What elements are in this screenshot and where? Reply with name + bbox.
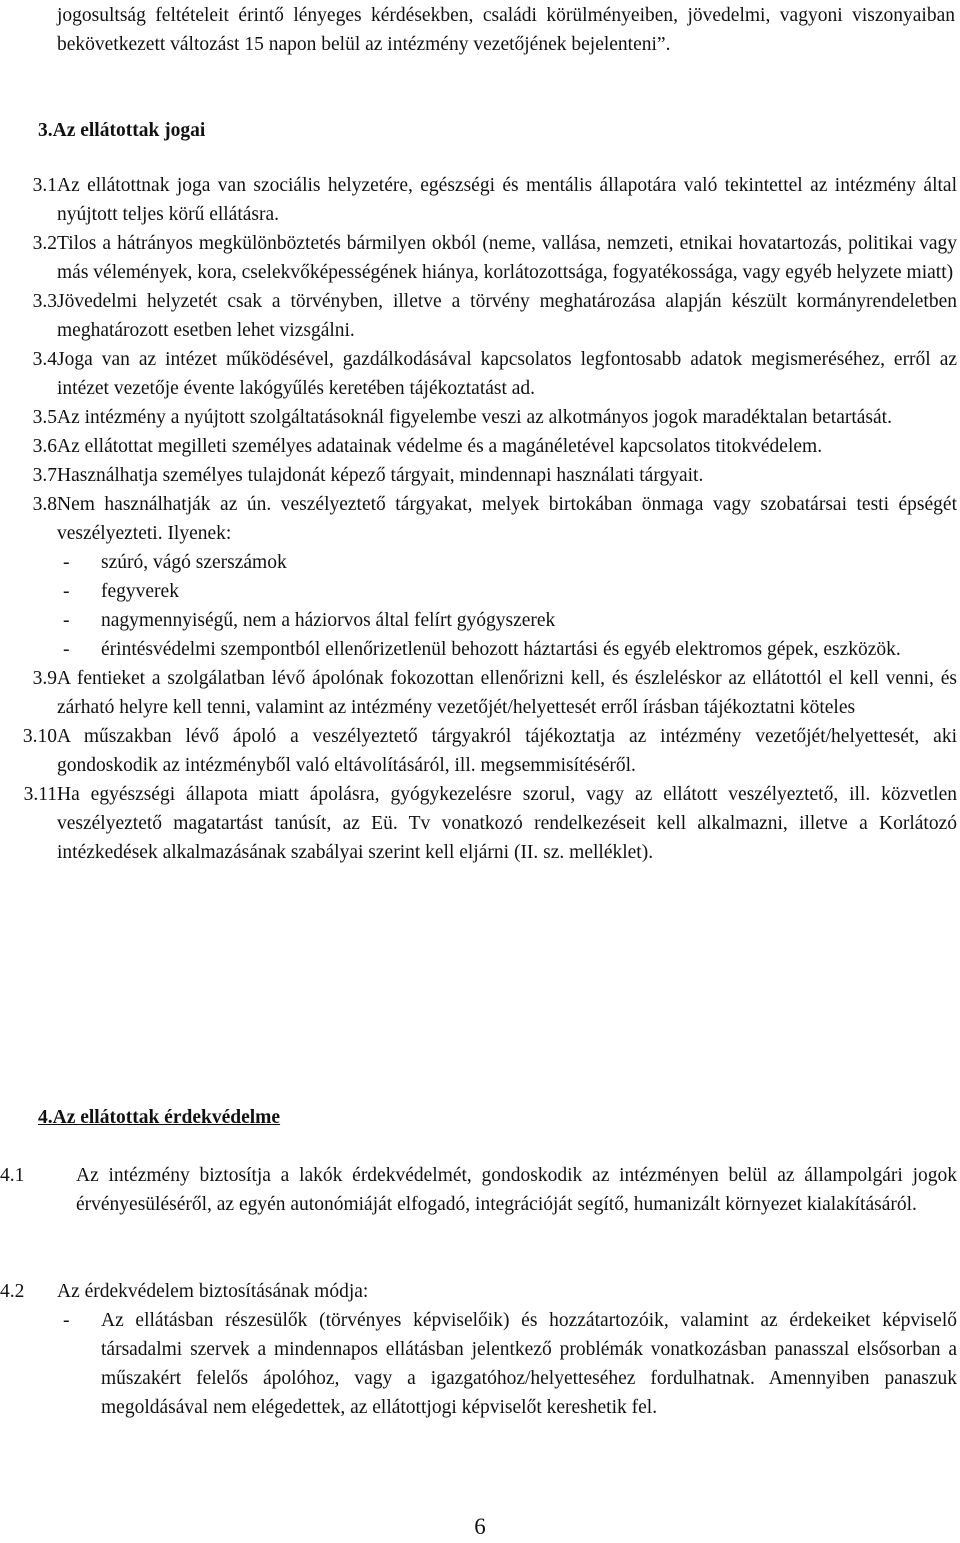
dash-text: nagymennyiségű, nem a háziorvos által felírt gyógyszerek (101, 610, 556, 631)
dash-item (57, 577, 957, 606)
list-item (0, 345, 957, 403)
item-text: Jövedelmi helyzetét csak a törvényben, illetve a törvény meghatározása alapján készült kormányrendeletben meghatározott esetben lehet vizsgálni. (57, 291, 957, 341)
list-item (0, 490, 957, 664)
section-4-heading: 4.Az ellátottak érdekvédelme (38, 1107, 281, 1128)
dash-bullet: - (63, 639, 70, 660)
list-item (0, 287, 957, 345)
item-text: Használhatja személyes tulajdonát képező tárgyait, mindennapi használati tárgyait. (57, 465, 704, 486)
dash-bullet: - (63, 581, 70, 602)
item-text (57, 490, 957, 664)
dash-item (57, 606, 957, 635)
item-text: Joga van az intézet működésével, gazdálkodásával kapcsolatos legfontosabb adatok megismeréséhez, erről az intézet vezetője évente lakógyűlés keretében tájékoztatást ad. (57, 349, 957, 399)
dash-text: fegyverek (101, 581, 179, 602)
item-number: 3.5 (32, 407, 57, 428)
item-text: Az ellátottnak joga van szociális helyzetére, egészségi és mentális állapotára való tekintettel az intézmény által nyújtott teljes körű ellátásra. (57, 175, 957, 225)
item-number: 3.2 (32, 233, 57, 254)
dash-text: Az ellátásban részesülők (törvényes képviselőik) és hozzátartozóik, valamint az érdekeiket képviselő társadalmi szervek a mindennapos ellátásban jelentkező problémák vonatkozásban panasszal elsősorban a műszakért felelős ápolóhoz, vagy a igazgatóhoz/helyetteséhez fordulhatnak. Amennyiben panaszuk megoldásával nem elégedettek, az ellátottjogi képviselőt kereshetik fel. (101, 1310, 957, 1418)
item-text: Tilos a hátrányos megkülönböztetés bármilyen okból (neme, vallása, nemzeti, etnikai hovatartozás, politikai vagy más vélemények, kora, cselekvőképességének hiánya, korlátozottsága, fogyatékossága, vagy egyéb helyzete miatt) (57, 233, 957, 283)
item-number: 3.8 (32, 494, 57, 515)
item-text: Az érdekvédelem biztosításának módja: (57, 1281, 369, 1302)
list-item (0, 1306, 957, 1422)
item-number: 3.7 (32, 465, 57, 486)
section-3-heading: 3.Az ellátottak jogai (38, 120, 206, 141)
section-4-2 (0, 1277, 957, 1422)
list-item (0, 722, 957, 780)
item-number: 3.11 (23, 784, 57, 805)
dash-text: szúró, vágó szerszámok (101, 552, 287, 573)
item-number: 3.1 (32, 175, 57, 196)
item-number: 3.10 (22, 726, 57, 747)
item-number: 4.1 (0, 1165, 25, 1186)
item-text: A műszakban lévő ápoló a veszélyeztető tárgyakról tájékoztatja az intézmény vezetőjét/helyettesét, aki gondoskodik az intézményből való eltávolításáról, ill. megsemmisítéséről. (57, 726, 957, 776)
item-number: 3.9 (32, 668, 57, 689)
dash-text: érintésvédelmi szempontból ellenőrizetlenül behozott háztartási és egyéb elektromos gépek, eszközök. (101, 639, 901, 660)
item-text: A fentieket a szolgálatban lévő ápolónak fokozottan ellenőrizni kell, és észleléskor az ellátottól el kell venni, és zárható helyre kell tenni, valamint az intézmény vezetőjét/helyettesét erről írásban tájékoztatni köteles (57, 668, 957, 718)
item-text: Az intézmény biztosítja a lakók érdekvédelmét, gondoskodik az intézményen belül az állampolgári jogok érvényesüléséről, az egyén autonómiáját elfogadó, integrációját segítő, humanizált környezet kialakításáról. (76, 1165, 957, 1215)
dash-item (57, 548, 957, 577)
list-item (0, 664, 957, 722)
dash-bullet: - (63, 1310, 70, 1331)
list-item (0, 432, 957, 461)
dash-item (57, 1306, 957, 1422)
section-3-list (0, 171, 957, 867)
item-text: Ha egyészségi állapota miatt ápolásra, gyógykezelésre szorul, vagy az ellátott veszélyeztető, ill. közvetlen veszélyeztető magatartást tanúsít, az Eü. Tv vonatkozó rendelkezéseit kell alkalmazni, illetve a Korlátozó intézkedések alkalmazásának szabályai szerint kell eljárni (II. sz. melléklet). (57, 784, 957, 863)
list-item (0, 780, 957, 867)
list-item (0, 229, 957, 287)
section-4-1 (0, 1161, 957, 1219)
list-item (0, 461, 957, 490)
item-text: Az intézmény a nyújtott szolgáltatásoknál figyelembe veszi az alkotmányos jogok maradéktalan betartását. (57, 407, 892, 428)
item-number: 3.3 (32, 291, 57, 312)
item-number: 3.6 (32, 436, 57, 457)
page-number: 6 (474, 1514, 486, 1539)
item-number: 4.2 (0, 1281, 25, 1302)
list-item (0, 1277, 957, 1306)
intro-paragraph: jogosultság feltételeit érintő lényeges kérdésekben, családi körülményeiben, jövedelmi, vagyoni viszonyaiban bekövetkezett változást 15 napon belül az intézmény vezetőjének bejelenteni”. (57, 5, 955, 55)
list-item (0, 171, 957, 229)
dash-bullet: - (63, 552, 70, 573)
dash-bullet: - (63, 610, 70, 631)
list-item (0, 403, 957, 432)
item-intro-text: Nem használhatják az ún. veszélyeztető tárgyakat, melyek birtokában önmaga vagy szobatársai testi épségét veszélyezteti. Ilyenek: (57, 494, 957, 544)
dash-item (57, 635, 957, 664)
item-text: Az ellátottat megilleti személyes adatainak védelme és a magánéletével kapcsolatos titokvédelem. (57, 436, 823, 457)
item-number: 3.4 (32, 349, 57, 370)
